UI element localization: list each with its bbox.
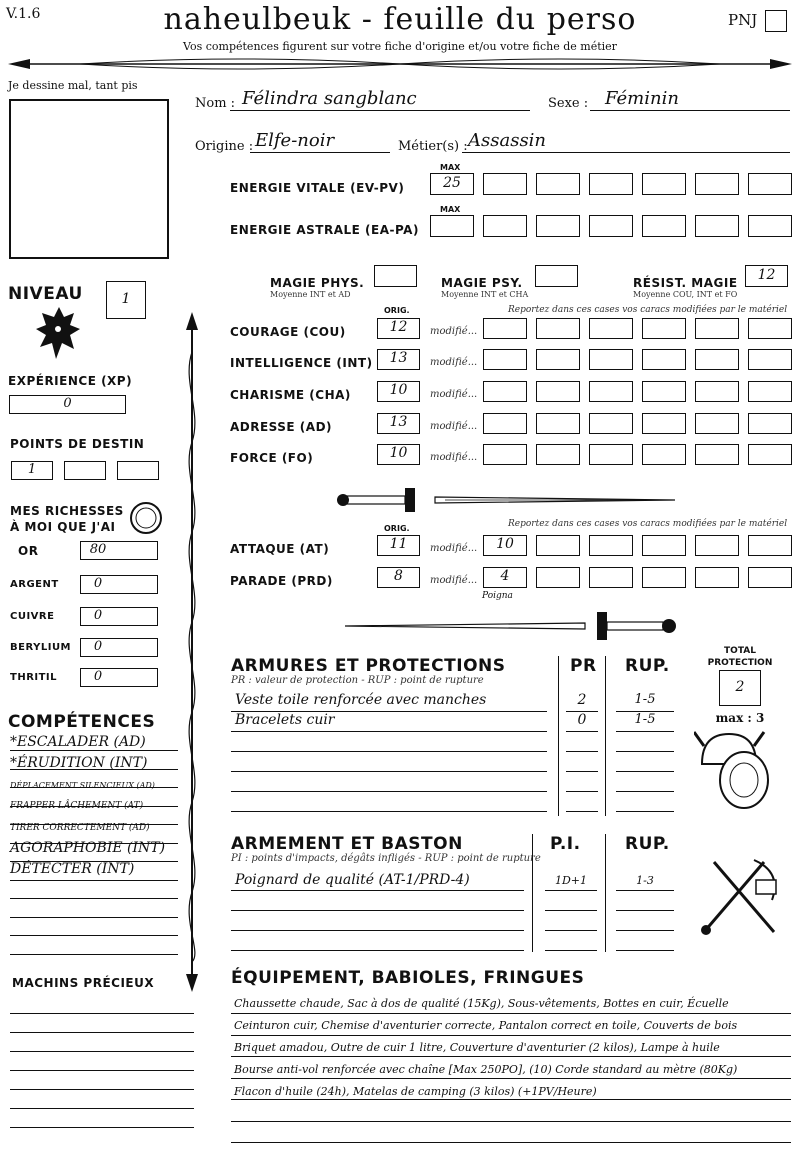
dragon-icon xyxy=(34,303,84,363)
competence-item[interactable]: FRAPPER LÂCHEMENT (AT) xyxy=(10,801,144,811)
coin-value: 0 xyxy=(93,576,103,591)
coin-label: THRITIL xyxy=(10,672,58,683)
magie-psy-label: MAGIE PSY. xyxy=(441,276,523,290)
pnj-checkbox[interactable] xyxy=(765,10,787,32)
ea-current-box[interactable] xyxy=(483,215,527,237)
stat-mod-box[interactable] xyxy=(642,413,686,434)
niveau-label: NIVEAU xyxy=(8,284,83,304)
destin-label: POINTS DE DESTIN xyxy=(10,437,145,451)
stat-mod-box[interactable] xyxy=(589,381,633,402)
stat-mod-box[interactable] xyxy=(536,318,580,339)
stat-mod-box[interactable] xyxy=(695,381,739,402)
armures-pr-line xyxy=(566,811,598,812)
destin-box-2[interactable] xyxy=(64,461,106,480)
stat-label: ADRESSE (AD) xyxy=(230,420,333,434)
combat-modifie-label: modifié... xyxy=(430,543,478,554)
armement-rup-line xyxy=(616,910,674,911)
metier-label: Métier(s) : xyxy=(398,139,468,154)
stat-mod-box[interactable] xyxy=(748,349,792,370)
total-protection-label-1: TOTAL xyxy=(724,646,756,656)
stat-mod-box[interactable] xyxy=(483,444,527,465)
machin-line xyxy=(10,1089,194,1090)
stat-modifie-label: modifié... xyxy=(430,357,478,368)
stats-orig-label: ORIG. xyxy=(384,306,410,315)
competence-line xyxy=(10,954,178,955)
equipement-line xyxy=(231,1056,791,1057)
combat-modifie-label: modifié... xyxy=(430,575,478,586)
armure-pr[interactable]: 0 xyxy=(577,712,587,728)
ev-current-box[interactable] xyxy=(483,173,527,195)
competence-line xyxy=(10,750,178,751)
coin-value: 0 xyxy=(93,608,103,623)
machin-line xyxy=(10,1127,194,1128)
stat-mod-box[interactable] xyxy=(748,413,792,434)
staff-divider-icon xyxy=(180,312,204,992)
competence-item[interactable]: AGORAPHOBIE (INT) xyxy=(10,840,166,856)
ev-max-value: 25 xyxy=(443,175,461,191)
richesses-label-1: MES RICHESSES xyxy=(10,504,124,518)
coin-icon xyxy=(128,500,164,536)
armures-rup-line xyxy=(616,771,674,772)
ev-current-box[interactable] xyxy=(536,173,580,195)
equipement-line xyxy=(231,1078,791,1079)
combat-mod-box[interactable] xyxy=(642,535,686,556)
armures-rup-line xyxy=(616,751,674,752)
armement-pi-line xyxy=(545,910,597,911)
stat-orig-value: 13 xyxy=(389,414,408,430)
armures-pr-line xyxy=(566,751,598,752)
ev-current-box[interactable] xyxy=(748,173,792,195)
ea-current-box[interactable] xyxy=(589,215,633,237)
stat-mod-box[interactable] xyxy=(695,413,739,434)
stat-mod-box[interactable] xyxy=(642,318,686,339)
total-protection-max: max : 3 xyxy=(715,711,765,725)
magie-psy-note: Moyenne INT et CHA xyxy=(441,290,529,299)
machin-line xyxy=(10,1013,194,1014)
armures-row-line xyxy=(231,731,547,732)
armures-pr-line xyxy=(566,771,598,772)
magie-phys-note: Moyenne INT et AD xyxy=(270,290,351,299)
resist-magie-note: Moyenne COU, INT et FO xyxy=(633,290,738,299)
sword-divider-2-icon xyxy=(335,606,685,646)
stat-mod-box[interactable] xyxy=(483,413,527,434)
combat-orig-value: 11 xyxy=(389,536,408,552)
equipement-line xyxy=(231,1013,791,1014)
equipement-line xyxy=(231,1121,791,1122)
total-protection-label-2: PROTECTION xyxy=(707,658,773,668)
version-label: V.1.6 xyxy=(6,6,41,22)
coin-label: ARGENT xyxy=(10,579,59,590)
coin-value: 0 xyxy=(93,639,103,654)
combat-orig-value: 8 xyxy=(394,568,403,584)
ea-max-label: MAX xyxy=(440,205,461,214)
armures-rup-line xyxy=(616,791,674,792)
stat-label: INTELLIGENCE (INT) xyxy=(230,356,373,370)
stat-orig-value: 13 xyxy=(389,350,408,366)
armures-rup-line xyxy=(616,731,674,732)
competence-line xyxy=(10,880,178,881)
equipement-item[interactable]: Briquet amadou, Outre de cuir 1 litre, Couverture d'aventurier (2 kilos), Lampe à huile xyxy=(234,1041,720,1054)
armement-pi-line xyxy=(545,950,597,951)
armure-name[interactable]: Veste toile renforcée avec manches xyxy=(235,692,487,708)
stat-mod-box[interactable] xyxy=(589,349,633,370)
armures-row-line xyxy=(231,811,547,812)
stat-mod-box[interactable] xyxy=(589,413,633,434)
xp-value: 0 xyxy=(63,396,72,411)
portrait-caption: Je dessine mal, tant pis xyxy=(8,79,138,92)
armement-rup-line xyxy=(616,890,674,891)
combat-mod-caption: Poigna xyxy=(482,591,513,601)
armement-col-sep-1 xyxy=(532,834,533,952)
stat-mod-box[interactable] xyxy=(536,413,580,434)
ea-label: ENERGIE ASTRALE (EA-PA) xyxy=(230,223,419,237)
ev-current-box[interactable] xyxy=(695,173,739,195)
stat-mod-box[interactable] xyxy=(536,444,580,465)
magie-phys-box[interactable] xyxy=(374,265,417,287)
armement-row-line xyxy=(231,910,524,911)
stat-modifie-label: modifié... xyxy=(430,326,478,337)
combat-mod-box[interactable] xyxy=(589,567,633,588)
competences-title: COMPÉTENCES xyxy=(8,712,156,732)
weapons-icon xyxy=(694,852,784,942)
magie-psy-box[interactable] xyxy=(535,265,578,287)
equipement-line xyxy=(231,1099,791,1100)
stats-note: Reportez dans ces cases vos caracs modifiées par le matériel xyxy=(508,305,788,315)
metier-line xyxy=(462,152,790,153)
armement-pi-line xyxy=(545,890,597,891)
stat-mod-box[interactable] xyxy=(589,318,633,339)
stat-mod-box[interactable] xyxy=(695,444,739,465)
armement-col-sep-2 xyxy=(605,834,606,952)
stat-mod-box[interactable] xyxy=(536,381,580,402)
coin-value: 0 xyxy=(93,669,103,684)
equipement-line xyxy=(231,1142,791,1143)
ea-current-box[interactable] xyxy=(748,215,792,237)
coin-value: 80 xyxy=(89,542,107,557)
stat-mod-box[interactable] xyxy=(642,349,686,370)
equipement-item[interactable]: Bourse anti-vol renforcée avec chaîne [Max 250PO], (10) Corde standard au mètre (80Kg) xyxy=(234,1063,738,1076)
armement-subtitle: PI : points d'impacts, dégâts infligés - RUP : point de rupture xyxy=(231,853,541,864)
competence-item[interactable]: *ÉRUDITION (INT) xyxy=(10,755,148,771)
stat-mod-box[interactable] xyxy=(748,444,792,465)
stat-mod-box[interactable] xyxy=(483,318,527,339)
total-protection-value: 2 xyxy=(735,679,745,695)
stat-orig-value: 10 xyxy=(389,445,408,461)
combat-mod-box[interactable] xyxy=(695,567,739,588)
sexe-line xyxy=(590,110,790,111)
armures-subtitle: PR : valeur de protection - RUP : point de rupture xyxy=(231,675,484,686)
origine-line xyxy=(250,152,390,153)
stat-label: CHARISME (CHA) xyxy=(230,388,351,402)
stat-mod-box[interactable] xyxy=(536,349,580,370)
armures-col-sep-1 xyxy=(558,656,559,816)
armures-pr-line xyxy=(566,791,598,792)
resist-magie-label: RÉSIST. MAGIE xyxy=(633,276,738,290)
ea-current-box[interactable] xyxy=(642,215,686,237)
armures-col-pr: PR xyxy=(570,656,597,676)
equipement-item[interactable]: Ceinturon cuir, Chemise d'aventurier correcte, Pantalon correct en toile, Couverts de bois xyxy=(234,1019,738,1032)
equipement-item[interactable]: Chaussette chaude, Sac à dos de qualité (15Kg), Sous-vêtements, Bottes en cuir, Écuelle xyxy=(234,997,729,1010)
sheet-subtitle: Vos compétences figurent sur votre fiche d'origine et/ou votre fiche de métier xyxy=(183,40,617,53)
stat-orig-value: 12 xyxy=(389,319,408,335)
armement-rup-line xyxy=(616,930,674,931)
niveau-value: 1 xyxy=(121,291,131,307)
stat-mod-box[interactable] xyxy=(748,381,792,402)
armures-pr-line xyxy=(566,731,598,732)
combat-note: Reportez dans ces cases vos caracs modifiées par le matériel xyxy=(508,519,788,529)
magie-phys-label: MAGIE PHYS. xyxy=(270,276,365,290)
arme-pi[interactable]: 1D+1 xyxy=(554,874,588,887)
stat-modifie-label: modifié... xyxy=(430,452,478,463)
ea-current-box[interactable] xyxy=(695,215,739,237)
competence-line xyxy=(10,898,178,899)
destin-box-3[interactable] xyxy=(117,461,159,480)
machin-line xyxy=(10,1051,194,1052)
ev-max-label: MAX xyxy=(440,163,461,172)
combat-mod-box[interactable] xyxy=(748,567,792,588)
nom-label: Nom : xyxy=(195,96,236,111)
stat-mod-box[interactable] xyxy=(695,318,739,339)
sheet-title: naheulbeuk - feuille du perso xyxy=(163,2,637,37)
spear-divider-icon xyxy=(0,52,800,78)
competence-item[interactable]: *ESCALADER (AD) xyxy=(10,734,146,750)
stat-mod-box[interactable] xyxy=(748,318,792,339)
armures-col-sep-2 xyxy=(605,656,606,816)
ea-current-box[interactable] xyxy=(536,215,580,237)
sexe-label: Sexe : xyxy=(548,96,589,111)
stat-mod-box[interactable] xyxy=(695,349,739,370)
armure-name[interactable]: Bracelets cuir xyxy=(235,712,335,728)
armures-rup-line xyxy=(616,811,674,812)
sword-divider-icon xyxy=(335,480,685,520)
armures-row-line xyxy=(231,791,547,792)
nom-value[interactable]: Félindra sangblanc xyxy=(242,88,417,109)
combat-mod-value: 10 xyxy=(496,536,514,552)
equipement-line xyxy=(231,1035,791,1036)
combat-mod-box[interactable] xyxy=(748,535,792,556)
origine-value[interactable]: Elfe-noir xyxy=(255,130,335,151)
coin-label: BERYLIUM xyxy=(10,642,72,653)
equipement-title: ÉQUIPEMENT, BABIOLES, FRINGUES xyxy=(231,968,585,988)
stat-label: FORCE (FO) xyxy=(230,451,314,465)
stat-mod-box[interactable] xyxy=(483,349,527,370)
ea-max-box[interactable] xyxy=(430,215,474,237)
stat-modifie-label: modifié... xyxy=(430,421,478,432)
equipement-item[interactable]: Flacon d'huile (24h), Matelas de camping (3 kilos) (+1PV/Heure) xyxy=(234,1085,597,1098)
stat-label: COURAGE (COU) xyxy=(230,325,346,339)
competence-item[interactable]: DÉPLACEMENT SILENCIEUX (AD) xyxy=(10,781,155,790)
destin-value-1: 1 xyxy=(27,462,37,477)
combat-mod-box[interactable] xyxy=(589,535,633,556)
origine-label: Origine : xyxy=(195,139,254,154)
armement-rup-line xyxy=(616,950,674,951)
armures-title: ARMURES ET PROTECTIONS xyxy=(231,656,506,676)
combat-label: ATTAQUE (AT) xyxy=(230,542,330,556)
armures-row-line xyxy=(231,771,547,772)
competence-line xyxy=(10,935,178,936)
combat-mod-box[interactable] xyxy=(695,535,739,556)
armement-col-pi: P.I. xyxy=(550,834,581,854)
machins-title: MACHINS PRÉCIEUX xyxy=(12,976,155,990)
armement-pi-line xyxy=(545,930,597,931)
armure-rup[interactable]: 1-5 xyxy=(634,692,656,707)
armement-title: ARMEMENT ET BASTON xyxy=(231,834,463,854)
sexe-value[interactable]: Féminin xyxy=(605,88,679,109)
armement-col-rup: RUP. xyxy=(625,834,670,854)
arme-name[interactable]: Poignard de qualité (AT-1/PRD-4) xyxy=(235,872,470,888)
armures-row-line xyxy=(231,751,547,752)
ev-current-box[interactable] xyxy=(642,173,686,195)
ev-label: ENERGIE VITALE (EV-PV) xyxy=(230,181,405,195)
resist-magie-value: 12 xyxy=(757,267,776,283)
competence-item[interactable]: DÉTECTER (INT) xyxy=(10,861,135,877)
armure-rup[interactable]: 1-5 xyxy=(634,712,656,727)
coin-label: CUIVRE xyxy=(10,611,55,622)
xp-label: EXPÉRIENCE (XP) xyxy=(8,374,133,388)
combat-mod-box[interactable] xyxy=(536,535,580,556)
combat-mod-box[interactable] xyxy=(536,567,580,588)
machin-line xyxy=(10,1032,194,1033)
stat-modifie-label: modifié... xyxy=(430,389,478,400)
combat-label: PARADE (PRD) xyxy=(230,574,333,588)
nom-line xyxy=(230,110,530,111)
combat-orig-label: ORIG. xyxy=(384,524,410,533)
armures-col-rup: RUP. xyxy=(625,656,670,676)
competence-line xyxy=(10,917,178,918)
stat-mod-box[interactable] xyxy=(589,444,633,465)
pnj-label: PNJ xyxy=(728,11,758,29)
armement-row-line xyxy=(231,890,524,891)
coin-label: OR xyxy=(18,544,39,558)
metier-value[interactable]: Assassin xyxy=(468,130,547,151)
arme-rup[interactable]: 1-3 xyxy=(636,874,654,887)
armure-pr[interactable]: 2 xyxy=(577,692,587,708)
stat-mod-box[interactable] xyxy=(483,381,527,402)
machin-line xyxy=(10,1108,194,1109)
helmet-shield-icon xyxy=(694,724,774,814)
stat-orig-value: 10 xyxy=(389,382,408,398)
portrait-box[interactable] xyxy=(9,99,169,259)
combat-mod-box[interactable] xyxy=(642,567,686,588)
machin-line xyxy=(10,1070,194,1071)
competence-item[interactable]: TIRER CORRECTEMENT (AD) xyxy=(10,823,150,833)
armement-row-line xyxy=(231,930,524,931)
ev-current-box[interactable] xyxy=(589,173,633,195)
armement-row-line xyxy=(231,950,524,951)
stat-mod-box[interactable] xyxy=(642,381,686,402)
richesses-label-2: À MOI QUE J'AI xyxy=(10,520,116,534)
combat-mod-value: 4 xyxy=(500,568,510,584)
stat-mod-box[interactable] xyxy=(642,444,686,465)
